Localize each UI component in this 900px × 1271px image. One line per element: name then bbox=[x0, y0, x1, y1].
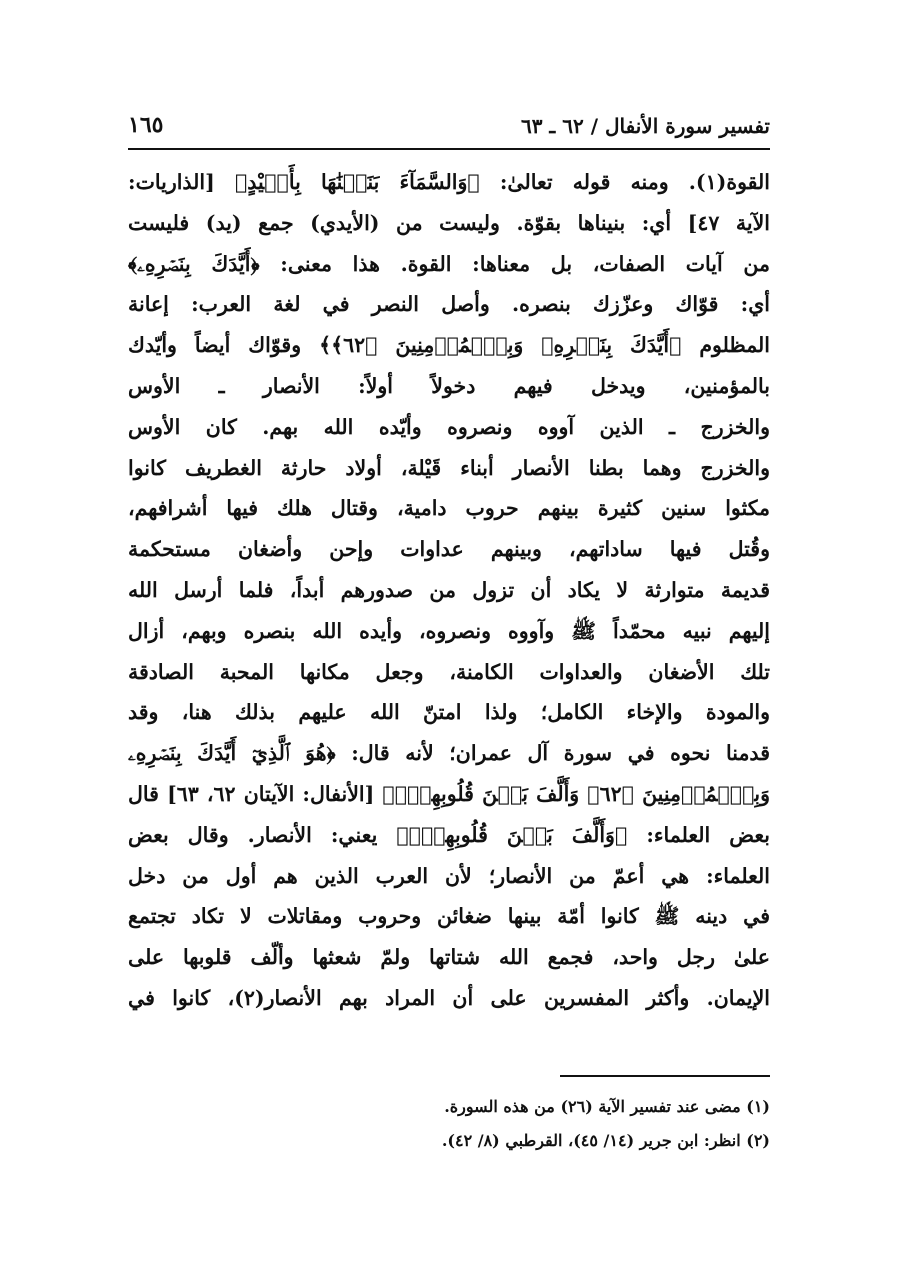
text-line: الآية ٤٧] أي: بنيناها بقوّة. وليست من (الأيدي) جمع (يد) فليست bbox=[128, 210, 770, 235]
footnote-divider bbox=[560, 1075, 770, 1077]
footnotes bbox=[128, 1090, 770, 1158]
text-line: والخزرج ـ الذين آووه ونصروه وأيّده الله بهم. كان الأوس bbox=[128, 414, 770, 439]
text-line: قدمنا نحوه في سورة آل عمران؛ لأنه قال: ﴿هُوَ ٱلَّذِيٓ أَيَّدَكَ بِنَصۡرِهِۦ bbox=[128, 741, 770, 766]
text-line: بعض العلماء: ﴿وَأَلَّفَ بَيۡنَ قُلُوبِهِمۡۚ﴾ يعني: الأنصار. وقال بعض bbox=[128, 822, 770, 847]
text-line: تلك الأضغان والعداوات الكامنة، وجعل مكانها المحبة الصادقة bbox=[128, 659, 770, 684]
running-title: تفسير سورة الأنفال / ٦٢ ـ ٦٣ bbox=[520, 114, 770, 138]
text-line: وَبِٱلۡمُؤۡمِنِينَ ﴿٦٢﴾ وَأَلَّفَ بَيۡنَ قُلُوبِهِمۡۚ﴾ [الأنفال: الآيتان ٦٢، ٦٣] قال bbox=[128, 781, 770, 806]
text-line: المظلوم ﴿أَيَّدَكَ بِنَصۡرِهِۦ وَبِٱلۡمُؤۡمِنِينَ ﴿٦٢﴾﴾ وقوّاك أيضاً وأيّدك bbox=[128, 333, 770, 358]
page-header bbox=[128, 110, 770, 146]
text-line: والمودة والإخاء الكامل؛ ولذا امتنّ الله عليهم بذلك هنا، وقد bbox=[128, 700, 770, 725]
text-line: قديمة متوارثة لا يكاد أن تزول من صدورهم أبداً، فلما أرسل الله bbox=[128, 577, 770, 602]
text-line: أي: قوّاك وعزّزك بنصره. وأصل النصر في لغة العرب: إعانة bbox=[128, 292, 770, 317]
header-divider bbox=[128, 148, 770, 150]
text-line: من آيات الصفات، بل معناها: القوة. هذا معنى: ﴿أَيَّدَكَ بِنَصۡرِهِۦ﴾ bbox=[128, 251, 770, 276]
text-line: الإيمان. وأكثر المفسرين على أن المراد بهم الأنصار(٢)، كانوا في bbox=[128, 985, 770, 1010]
text-line: إليهم نبيه محمّداً ﷺ وآووه ونصروه، وأيده الله بنصره وبهم، أزال bbox=[128, 618, 770, 643]
body-text bbox=[128, 162, 770, 1019]
footnote-1: (١) مضى عند تفسير الآية (٢٦) من هذه السورة. bbox=[444, 1097, 770, 1116]
text-line: في دينه ﷺ كانوا أمّة بينها ضغائن وحروب ومقاتلات لا تكاد تجتمع bbox=[128, 904, 770, 929]
page-number: ١٦٥ bbox=[128, 112, 164, 138]
text-line: وقُتل فيها ساداتهم، وبينهم عداوات وإحن وأضغان مستحكمة bbox=[128, 537, 770, 562]
text-line: القوة(١). ومنه قوله تعالىٰ: ﴿وَالسَّمَآءَ بَنَيۡنَٰهَا بِأَيۡيْدٍ﴾ [الذاريات: bbox=[128, 170, 770, 194]
text-line: مكثوا سنين كثيرة بينهم حروب دامية، وقتال هلك فيها أشرافهم، bbox=[128, 496, 770, 521]
text-line: العلماء: هي أعمّ من الأنصار؛ لأن العرب الذين هم أول من دخل bbox=[128, 863, 770, 888]
text-line: علىٰ رجل واحد، فجمع الله شتاتها ولمّ شعثها وألّف قلوبها على bbox=[128, 945, 770, 970]
text-line: والخزرج وهما بطنا الأنصار أبناء قَيْلة، أولاد حارثة الغطريف كانوا bbox=[128, 455, 770, 480]
footnote-2: (٢) انظر: ابن جرير (١٤/ ٤٥)، القرطبي (٨/ ٤٢). bbox=[441, 1131, 770, 1150]
text-line: بالمؤمنين، ويدخل فيهم دخولاً أولاً: الأنصار ـ الأوس bbox=[128, 373, 770, 398]
